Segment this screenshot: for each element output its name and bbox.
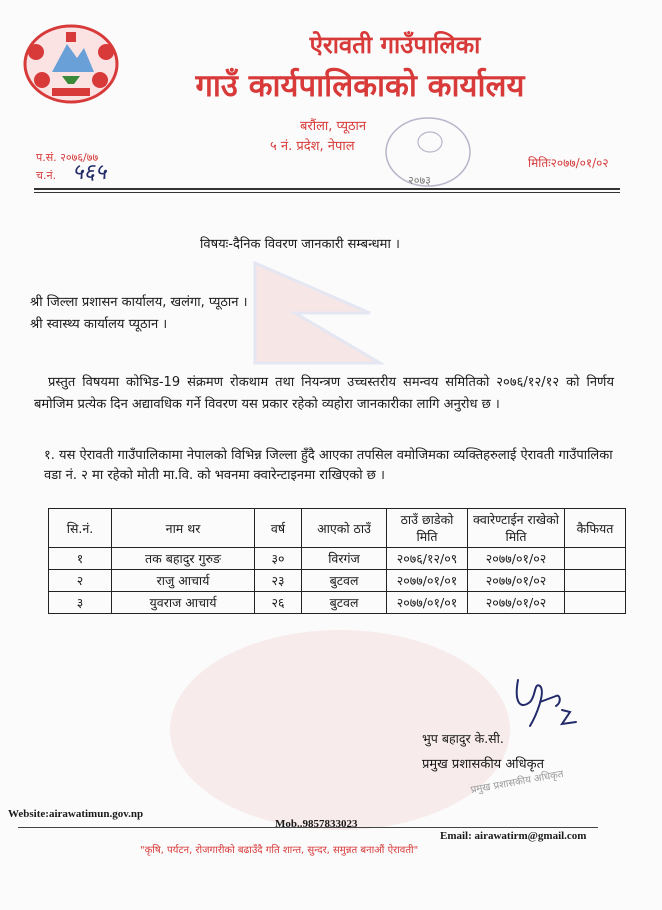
- cell: २०७७/०१/०१: [387, 592, 468, 614]
- footer-email: Email: airawatirm@gmail.com: [440, 830, 587, 842]
- cell: बुटवल: [302, 570, 387, 592]
- signer-name: भुप बहादुर के.सी.: [422, 731, 504, 746]
- header-divider: [34, 188, 620, 190]
- point-one: १. यस ऐरावती गाउँपालिकामा नेपालको विभिन्न जिल्ला हुँदै आएका तपसिल वमोजिमका व्यक्तिहरुलाई ऐरावती गाउँपालिका वडा नं. २ मा रहेको मोती मा.वि. को भवनमा क्वारेन्टाइनमा राखिएको छ ।: [44, 448, 613, 483]
- cell: १: [49, 548, 112, 570]
- signer-title: प्रमुख प्रशासकीय अधिकृत: [422, 757, 545, 772]
- cell: बुटवल: [302, 592, 387, 614]
- col-name: नाम थर: [112, 509, 255, 548]
- cell: २०७७/०१/०२: [468, 570, 565, 592]
- table-header-row: [49, 509, 626, 548]
- cell: ३: [49, 592, 112, 614]
- cell: २०७६/१२/०९: [387, 548, 468, 570]
- col-sn: सि.नं.: [49, 509, 112, 548]
- addressee-health-office: श्री स्वास्थ्य कार्यालय प्यूठान ।: [30, 317, 168, 332]
- office-name: ऐरावती गाउँपालिका: [309, 31, 481, 59]
- dispatch-number-handwritten: ५६५: [72, 160, 107, 185]
- office-title: गाउँ कार्यपालिकाको कार्यालय: [195, 68, 525, 104]
- address-line-1: बरौंला, प्यूठान: [300, 119, 367, 134]
- cell: राजु आचार्य: [112, 570, 255, 592]
- cell: विरगंज: [302, 548, 387, 570]
- cell: [565, 570, 626, 592]
- footer-slogan: "कृषि, पर्यटन, रोजगारीको बढाउँदै गति शान्त, सुन्दर, समुन्नत बनाऔं ऐरावती": [140, 845, 419, 856]
- quarantine-table: [48, 508, 626, 614]
- nepal-flag-watermark-icon: [250, 258, 400, 368]
- cell: २०७७/०१/०२: [468, 592, 565, 614]
- col-remarks: कैफियत: [565, 509, 626, 548]
- col-quarantine-date: क्वारेण्टाईन राखेको मिति: [468, 509, 565, 548]
- seal-year: २०७३: [408, 174, 431, 187]
- header-divider-thin: [34, 192, 620, 193]
- cell: २०७७/०१/०२: [468, 548, 565, 570]
- col-left-date: ठाउँ छाडेको मिति: [387, 509, 468, 548]
- signature-icon: [500, 672, 590, 732]
- government-emblem-icon: [22, 22, 120, 106]
- addressee-district-office: श्री जिल्ला प्रशासन कार्यालय, खलंगा, प्यूठान ।: [30, 295, 248, 310]
- cell: ३०: [255, 548, 302, 570]
- cell: २३: [255, 570, 302, 592]
- letter-date: मितिः२०७७/०१/०२: [528, 156, 609, 170]
- address-line-2: ५ नं. प्रदेश, नेपाल: [270, 139, 355, 154]
- cell: युवराज आचार्य: [112, 592, 255, 614]
- cell: तक बहादुर गुरुङ: [112, 548, 255, 570]
- table-row: [49, 548, 626, 570]
- dispatch-number-label: च.नं.: [36, 169, 57, 182]
- letter-subject: विषयः-दैनिक विवरण जानकारी सम्बन्धमा ।: [200, 237, 400, 252]
- footer-website: Website:airawatimun.gov.np: [8, 808, 144, 820]
- table-row: [49, 570, 626, 592]
- cell: २६: [255, 592, 302, 614]
- table-row: [49, 592, 626, 614]
- reference-number: प.सं. २०७६/७७: [36, 151, 99, 164]
- col-origin: आएको ठाउँ: [302, 509, 387, 548]
- cell: २०७७/०१/०१: [387, 570, 468, 592]
- body-paragraph: प्रस्तुत विषयमा कोभिड-19 संक्रमण रोकथाम तथा नियन्त्रण उच्चस्तरीय समन्वय समितिको २०७६/१२/१२ को निर्णय बमोजिम प्रत्येक दिन अद्यावधिक गर्ने विवरण यस प्रकार रहेको व्यहोरा जानकारीका लागि अनुरोध छ ।: [34, 375, 614, 412]
- cell: २: [49, 570, 112, 592]
- designation-stamp: प्रमुख प्रशासकीय अधिकृत: [470, 768, 565, 797]
- footer-divider: [18, 827, 598, 828]
- cell: [565, 548, 626, 570]
- footer-mobile: Mob..9857833023: [275, 818, 358, 830]
- office-seal-icon: [378, 112, 478, 192]
- col-age: वर्ष: [255, 509, 302, 548]
- cell: [565, 592, 626, 614]
